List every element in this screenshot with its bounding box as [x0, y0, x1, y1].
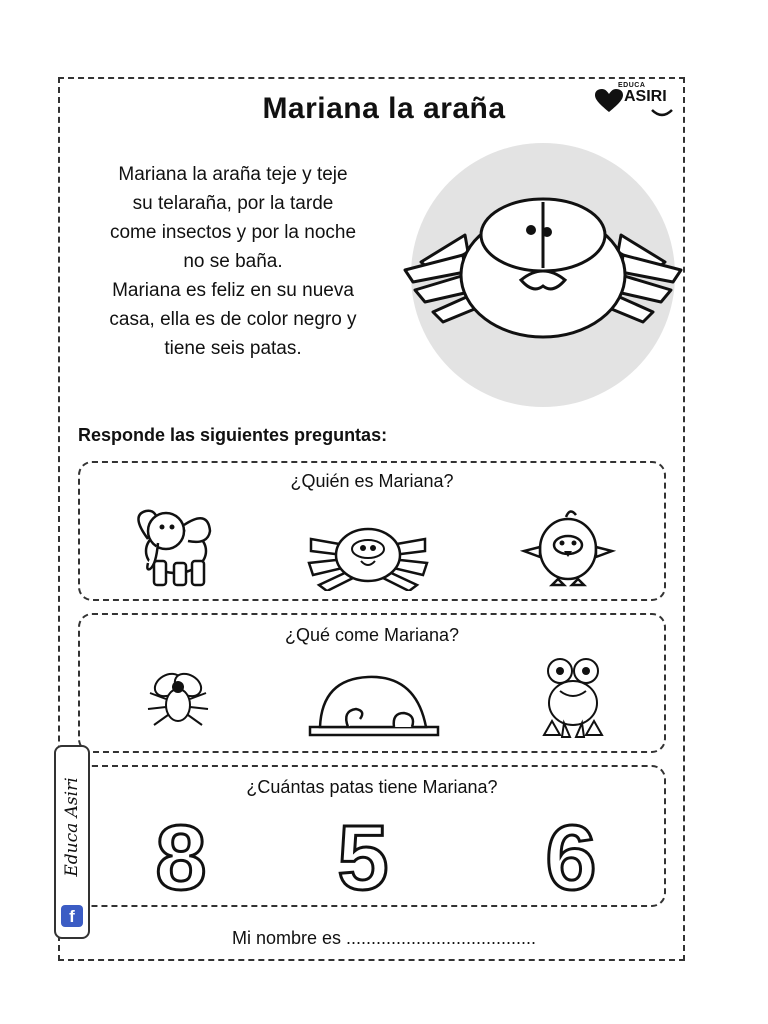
- story-line: come insectos y por la noche: [109, 222, 357, 243]
- instructions-heading: Responde las siguientes preguntas:: [78, 425, 388, 445]
- question-text: ¿Cuántas patas tiene Mariana?: [246, 777, 498, 797]
- educa-asiri-logo: [594, 82, 690, 130]
- number-8-text: 8: [155, 807, 207, 899]
- story-line: casa, ella es de color negro y: [109, 309, 357, 330]
- spider-illustration: [393, 140, 693, 410]
- number-option[interactable]: [146, 807, 216, 899]
- number-option[interactable]: [536, 807, 606, 899]
- heart-icon: [594, 88, 624, 114]
- question-box-3: [78, 765, 666, 907]
- story-line: no se baña.: [183, 251, 283, 272]
- story-line: tiene seis patas.: [164, 338, 302, 359]
- logo-small-text: EDUCA: [618, 82, 646, 89]
- side-brand-tag: [54, 745, 90, 939]
- question-text: ¿Quién es Mariana?: [290, 471, 454, 491]
- story-line: Mariana la araña teje y teje: [118, 164, 348, 185]
- bird-option[interactable]: [520, 507, 616, 587]
- number-5-text: 5: [337, 807, 389, 899]
- spider-option[interactable]: [305, 515, 431, 591]
- facebook-icon[interactable]: f: [61, 905, 83, 927]
- name-prompt: Mi nombre es ......................................: [231, 928, 537, 948]
- story-text: [68, 160, 398, 363]
- number-6-text: 6: [545, 807, 597, 899]
- question-box-1: [78, 461, 666, 601]
- side-brand-text: Educa Asiri: [62, 777, 82, 877]
- story-line: su telaraña, por la tarde: [132, 193, 334, 214]
- frog-option[interactable]: [540, 657, 606, 741]
- elephant-option[interactable]: [128, 505, 218, 589]
- page-title: Mariana la araña: [262, 92, 506, 125]
- question-text: ¿Qué come Mariana?: [284, 625, 460, 645]
- smile-icon: [650, 108, 674, 118]
- logo-big-text: ASIRI: [624, 88, 667, 105]
- roast-chicken-option[interactable]: [308, 671, 442, 739]
- story-line: Mariana es feliz en su nueva: [112, 280, 354, 301]
- question-box-2: [78, 613, 666, 753]
- fly-option[interactable]: [146, 665, 210, 735]
- number-option[interactable]: [328, 807, 398, 899]
